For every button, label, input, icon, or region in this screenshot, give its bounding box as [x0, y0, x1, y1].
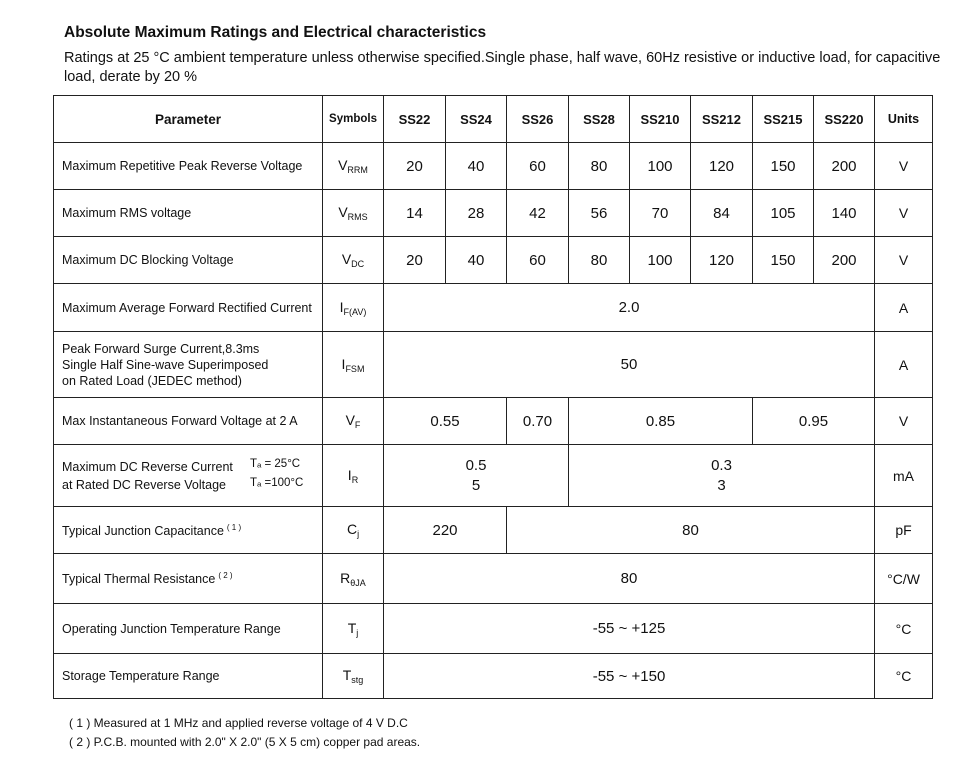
note-ref-2: ( 2 ) — [218, 571, 233, 580]
value-cell: 80 — [569, 143, 630, 190]
param-cell: Typical Junction Capacitance $^{( 1 )}$ — [54, 507, 323, 554]
value-cell: 50 — [384, 332, 875, 398]
value-cell: 0.85 — [569, 398, 753, 445]
header-part: SS28 — [569, 96, 630, 143]
param-cell: Maximum DC Reverse Current at Rated DC Reverse Voltage Tₐ = 25°C Tₐ =100°C — [54, 445, 323, 507]
header-symbols: Symbols — [323, 96, 384, 143]
value-cell: 28 — [446, 190, 507, 237]
param-cell: Peak Forward Surge Current,8.3ms Single Half Sine-wave Superimposed on Rated Load (JEDEC method) — [54, 332, 323, 398]
param-cell: Storage Temperature Range — [54, 654, 323, 699]
value-cell: 200 — [814, 237, 875, 284]
value-cell: 60 — [507, 237, 569, 284]
table-row-tstg — [54, 654, 933, 699]
header-part: SS24 — [446, 96, 507, 143]
unit-cell: A — [875, 284, 933, 332]
value-cell: 70 — [630, 190, 691, 237]
value-cell: 80 — [569, 237, 630, 284]
header-part: SS220 — [814, 96, 875, 143]
footnote-2: ( 2 ) P.C.B. mounted with 2.0" X 2.0" (5 X 5 cm) copper pad areas. — [69, 735, 421, 749]
header-parameter: Parameter — [54, 96, 323, 143]
value-cell: 200 — [814, 143, 875, 190]
unit-cell: V — [875, 143, 933, 190]
value-cell: 60 — [507, 143, 569, 190]
footnote-1: ( 1 ) Measured at 1 MHz and applied reverse voltage of 4 V D.C — [69, 716, 408, 730]
param-cell: Typical Thermal Resistance $^{( 2 )}$ — [54, 554, 323, 604]
value-cell: 14 — [384, 190, 446, 237]
symbol-cell: $C_j$ — [323, 507, 384, 554]
value-cell: 0.95 — [753, 398, 875, 445]
symbol-cell: $V_F$ — [323, 398, 384, 445]
symbol-cell: $I_R$ — [323, 445, 384, 507]
header-part: SS22 — [384, 96, 446, 143]
condition-25c: Tₐ = 25°C — [250, 458, 301, 470]
value-cell: 0.70 — [507, 398, 569, 445]
unit-cell: °C/W — [875, 554, 933, 604]
value-cell: -55 ~ +125 — [384, 604, 875, 654]
value-cell: 42 — [507, 190, 569, 237]
symbol-cell: $T_{stg}$ — [323, 654, 384, 699]
value-cell: -55 ~ +150 — [384, 654, 875, 699]
header-part: SS210 — [630, 96, 691, 143]
ratings-table — [53, 95, 933, 699]
param-cell: Operating Junction Temperature Range — [54, 604, 323, 654]
unit-cell: V — [875, 398, 933, 445]
symbol-cell: $T_j$ — [323, 604, 384, 654]
value-cell: 150 — [753, 237, 814, 284]
header-units: Units — [875, 96, 933, 143]
table-row-tj — [54, 604, 933, 654]
unit-cell: mA — [875, 445, 933, 507]
symbol-cell: $I_{FSM}$ — [323, 332, 384, 398]
value-cell: 56 — [569, 190, 630, 237]
param-cell: Maximum Repetitive Peak Reverse Voltage — [54, 143, 323, 190]
document-subtitle: Ratings at 25 °C ambient temperature unless otherwise specified.Single phase, half wave, 60Hz resistive or inductive load, for capacitive load, derate by 20 % — [64, 50, 941, 85]
footnotes — [69, 714, 420, 752]
table-row-ir — [54, 445, 933, 507]
document-title: Absolute Maximum Ratings and Electrical characteristics — [64, 24, 487, 41]
value-cell: 0.5 5 — [384, 445, 569, 507]
param-cell: Maximum DC Blocking Voltage — [54, 237, 323, 284]
table-row-ifav — [54, 284, 933, 332]
value-cell: 140 — [814, 190, 875, 237]
condition-100c: Tₐ =100°C — [250, 477, 304, 489]
symbol-cell: $V_{RMS}$ — [323, 190, 384, 237]
value-cell: 20 — [384, 237, 446, 284]
table-row-cj — [54, 507, 933, 554]
value-cell: 0.3 3 — [569, 445, 875, 507]
header-part: SS215 — [753, 96, 814, 143]
value-cell: 2.0 — [384, 284, 875, 332]
table-row-ifsm — [54, 332, 933, 398]
value-cell: 120 — [691, 143, 753, 190]
value-cell: 80 — [384, 554, 875, 604]
param-cell: Maximum Average Forward Rectified Current — [54, 284, 323, 332]
symbol-cell: $R_{\theta JA}$ — [323, 554, 384, 604]
value-cell: 220 — [384, 507, 507, 554]
unit-cell: °C — [875, 604, 933, 654]
param-cell: Maximum RMS voltage — [54, 190, 323, 237]
header-part: SS26 — [507, 96, 569, 143]
table-row-vrrm — [54, 143, 933, 190]
value-cell: 100 — [630, 237, 691, 284]
value-cell: 120 — [691, 237, 753, 284]
note-ref-1: ( 1 ) — [226, 522, 242, 532]
table-row-rth — [54, 554, 933, 604]
unit-cell: A — [875, 332, 933, 398]
header-part: SS212 — [691, 96, 753, 143]
value-cell: 40 — [446, 237, 507, 284]
value-cell: 0.55 — [384, 398, 507, 445]
symbol-cell: $V_{DC}$ — [323, 237, 384, 284]
value-cell: 150 — [753, 143, 814, 190]
unit-cell: pF — [875, 507, 933, 554]
table-row-vdc — [54, 237, 933, 284]
value-cell: 84 — [691, 190, 753, 237]
unit-cell: V — [875, 237, 933, 284]
table-header-row — [54, 96, 933, 143]
value-cell: 20 — [384, 143, 446, 190]
value-cell: 80 — [507, 507, 875, 554]
table-row-vf — [54, 398, 933, 445]
symbol-cell: $I_{F(AV)}$ — [323, 284, 384, 332]
unit-cell: °C — [875, 654, 933, 699]
value-cell: 100 — [630, 143, 691, 190]
value-cell: 40 — [446, 143, 507, 190]
param-cell: Max Instantaneous Forward Voltage at 2 A — [54, 398, 323, 445]
symbol-cell: $V_{RRM}$ — [323, 143, 384, 190]
unit-cell: V — [875, 190, 933, 237]
value-cell: 105 — [753, 190, 814, 237]
table-row-vrms — [54, 190, 933, 237]
